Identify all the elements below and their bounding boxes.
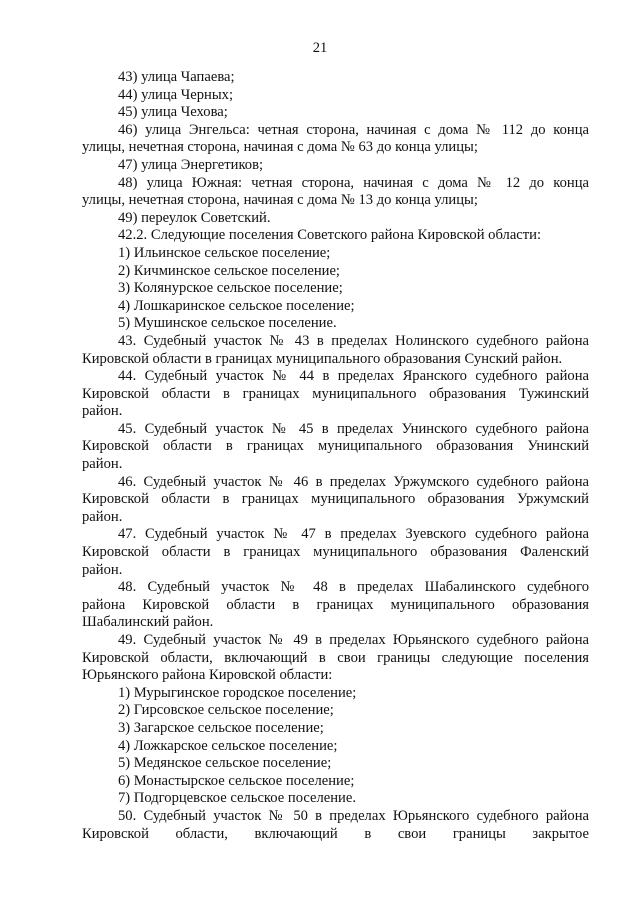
- list-item: 45) улица Чехова;: [118, 104, 228, 121]
- paragraph-line: 43. Судебный участок № 43 в пределах Нолинского судебного района: [118, 332, 589, 349]
- paragraph-line: 45. Судебный участок № 45 в пределах Унинского судебного района: [118, 420, 589, 437]
- paragraph-line: 46. Судебный участок № 46 в пределах Уржумского судебного района: [118, 473, 589, 490]
- list-item: 4) Ложкарское сельское поселение;: [118, 737, 338, 754]
- list-item: 4) Лошкаринское сельское поселение;: [118, 297, 355, 314]
- list-item: 6) Монастырское сельское поселение;: [118, 772, 355, 789]
- list-item: 3) Колянурское сельское поселение;: [118, 280, 343, 297]
- paragraph-line: Шабалинский район.: [82, 614, 214, 631]
- document-body: [82, 69, 589, 843]
- list-item: 5) Мушинское сельское поселение.: [118, 315, 337, 332]
- paragraph-line: Кировской области в границах муниципального образования Унинский: [82, 438, 589, 455]
- section-heading: 42.2. Следующие поселения Советского района Кировской области:: [118, 227, 542, 244]
- paragraph-line: Кировской области в границах муниципального образования Фаленский: [82, 544, 589, 561]
- paragraph-line: района Кировской области в границах муниципального образования: [82, 596, 589, 613]
- paragraph-line: 49. Судебный участок № 49 в пределах Юрьянского судебного района: [118, 632, 589, 648]
- list-item: 49) переулок Советский.: [118, 209, 271, 226]
- list-item: 47) улица Энергетиков;: [118, 156, 264, 173]
- paragraph-line: 50. Судебный участок № 50 в пределах Юрьянского судебного района: [118, 807, 589, 824]
- paragraph-line: район.: [82, 561, 123, 578]
- paragraph-line: Кировской области в границах муниципального образования Уржумский: [82, 491, 589, 508]
- list-item: 2) Гирсовское сельское поселение;: [118, 702, 334, 719]
- list-item: 44) улица Черных;: [118, 86, 234, 103]
- page-number: 21: [312, 40, 328, 56]
- list-item: 1) Ильинское сельское поселение;: [118, 244, 331, 261]
- paragraph-line: район.: [82, 403, 123, 420]
- paragraph-line: Кировской области, включающий в свои границы закрытое: [82, 825, 589, 842]
- list-item-line: улицы, нечетная сторона, начиная с дома № 13 до конца улицы;: [82, 192, 478, 209]
- paragraph-line: Юрьянского района Кировской области:: [82, 667, 333, 684]
- list-item: 7) Подгорцевское сельское поселение.: [118, 790, 356, 807]
- paragraph-line: Кировской области в границах муниципального образования Сунский район.: [82, 350, 563, 367]
- list-item: 2) Кичминское сельское поселение;: [118, 262, 340, 279]
- list-item: 1) Мурыгинское городское поселение;: [118, 684, 357, 701]
- paragraph-line: район.: [82, 456, 123, 473]
- list-item-line: 48) улица Южная: четная сторона, начиная с дома № 12 до конца: [118, 174, 589, 191]
- paragraph-line: 44. Судебный участок № 44 в пределах Яранского судебного района: [118, 368, 589, 385]
- paragraph-line: район.: [82, 508, 123, 525]
- paragraph-line: 48. Судебный участок № 48 в пределах Шабалинского судебного: [118, 579, 589, 596]
- paragraph-line: 47. Судебный участок № 47 в пределах Зуевского судебного района: [118, 526, 589, 543]
- list-item: 43) улица Чапаева;: [118, 69, 235, 85]
- paragraph-line: Кировской области в границах муниципального образования Тужинский: [82, 385, 589, 402]
- list-item: 3) Загарское сельское поселение;: [118, 719, 324, 736]
- list-item-line: улицы, нечетная сторона, начиная с дома № 63 до конца улицы;: [82, 139, 478, 156]
- list-item-line: 46) улица Энгельса: четная сторона, начиная с дома № 112 до конца: [118, 121, 589, 138]
- paragraph-line: Кировской области, включающий в свои границы следующие поселения: [82, 649, 589, 666]
- list-item: 5) Медянское сельское поселение;: [118, 755, 332, 772]
